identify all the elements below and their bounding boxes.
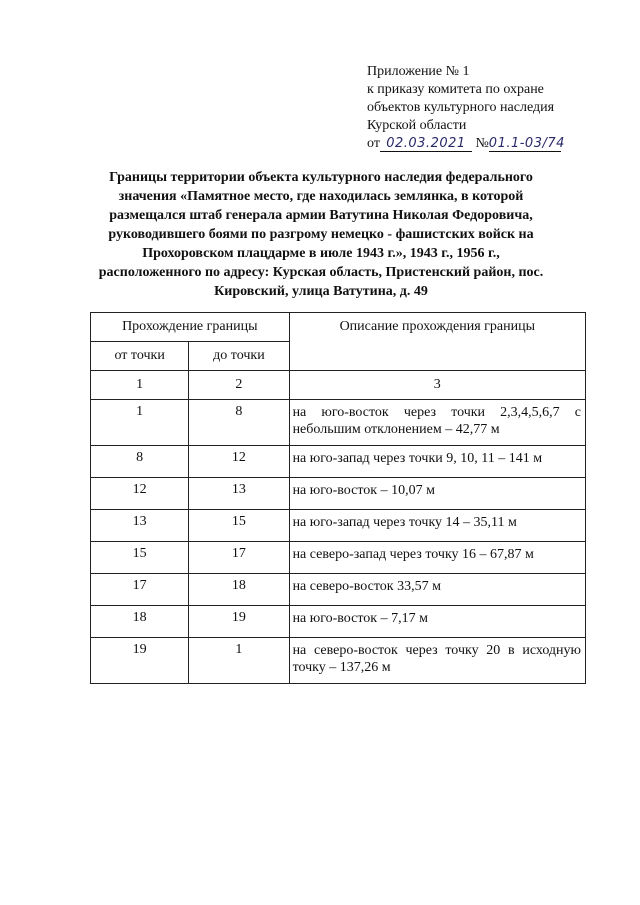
- appendix-region-line: Курской области: [367, 118, 467, 133]
- row-from: 13: [91, 510, 189, 542]
- row-from: 15: [91, 542, 189, 574]
- row-description: на северо-восток 33,57 м: [289, 574, 585, 606]
- header-to: до точки: [189, 342, 289, 371]
- table-row: [91, 574, 586, 606]
- row-to: 17: [189, 542, 289, 574]
- row-from: 17: [91, 574, 189, 606]
- row-to: 13: [189, 478, 289, 510]
- table-row: [91, 446, 586, 478]
- row-description: на юго-запад через точки 9, 10, 11 – 141 м: [289, 446, 585, 478]
- row-to: 12: [189, 446, 289, 478]
- row-to: 8: [189, 400, 289, 446]
- row-from: 18: [91, 606, 189, 638]
- number-prefix: №: [475, 136, 489, 151]
- row-to: 15: [189, 510, 289, 542]
- header-description: Описание прохождения границы: [289, 313, 585, 371]
- index-cell-1: 1: [91, 371, 189, 400]
- row-from: 1: [91, 400, 189, 446]
- boundary-table: [90, 312, 586, 684]
- row-description: на юго-восток – 7,17 м: [289, 606, 585, 638]
- row-from: 19: [91, 638, 189, 684]
- row-description: на северо-запад через точку 16 – 67,87 м: [289, 542, 585, 574]
- appendix-date-number-line: [367, 135, 617, 153]
- row-to: 19: [189, 606, 289, 638]
- row-description: на юго-запад через точку 14 – 35,11 м: [289, 510, 585, 542]
- appendix-title: Приложение № 1: [367, 64, 470, 79]
- document-title: Границы территории объекта культурного наследия федерального значения «Памятное место, где находилась землянка, в которой размещался штаб генерала армии Ватутина Николая Федоровича, руководившего боями по разгрому немецко - фашистских войск на Прохоровском плацдарме в июле 1943 г.», 1943 г., 1956 г., расположенного по адресу: Курская область, Пристенский район, пос. Кировский, улица Ватутина, д. 49: [98, 170, 544, 299]
- date-prefix: от: [367, 136, 380, 151]
- row-to: 18: [189, 574, 289, 606]
- date-value: 02.03.2021: [380, 137, 472, 152]
- table-row: [91, 606, 586, 638]
- index-cell-2: 2: [189, 371, 289, 400]
- appendix-order-line: к приказу комитета по охране: [367, 82, 544, 97]
- header-group: Прохождение границы: [91, 313, 290, 342]
- header-from: от точки: [91, 342, 189, 371]
- table-row: [91, 478, 586, 510]
- table-row: [91, 510, 586, 542]
- appendix-block: [367, 63, 617, 153]
- index-cell-3: 3: [289, 371, 585, 400]
- appendix-committee-line: объектов культурного наследия: [367, 100, 555, 115]
- row-to: 1: [189, 638, 289, 684]
- row-from: 8: [91, 446, 189, 478]
- row-description: на северо-восток через точку 20 в исходную точку – 137,26 м: [289, 638, 585, 684]
- table-row: [91, 542, 586, 574]
- number-value: 01.1-03/74: [488, 136, 565, 151]
- table-row: [91, 400, 586, 446]
- row-description: на юго-восток через точки 2,3,4,5,6,7 с небольшим отклонением – 42,77 м: [289, 400, 585, 446]
- row-description: на юго-восток – 10,07 м: [289, 478, 585, 510]
- row-from: 12: [91, 478, 189, 510]
- table-row: [91, 638, 586, 684]
